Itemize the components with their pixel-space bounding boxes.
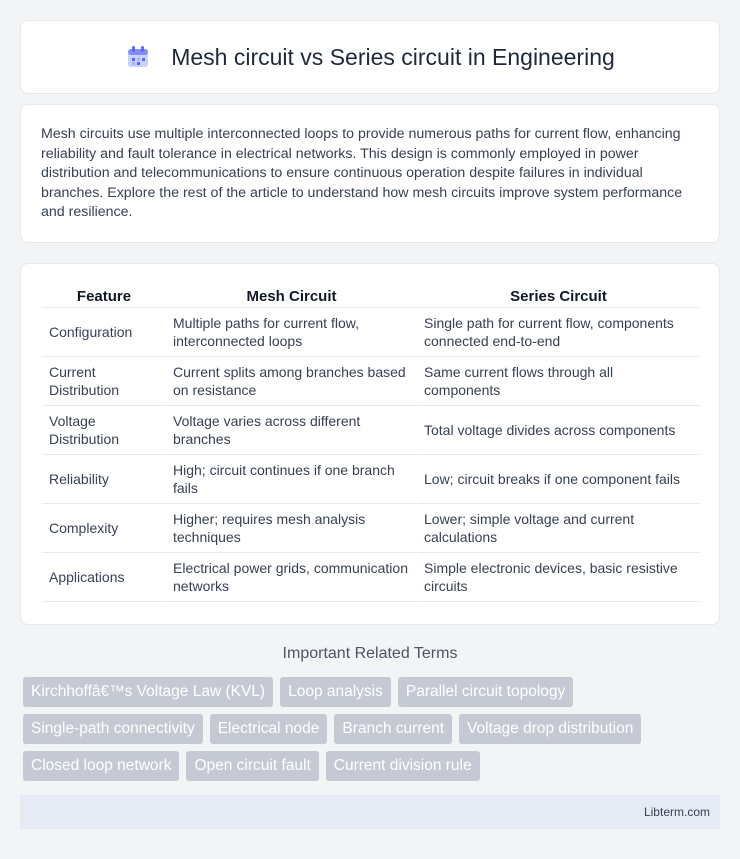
intro-card [20, 104, 720, 243]
tag-electrical-node[interactable]: Electrical node [210, 714, 328, 744]
mesh-cell: High; circuit continues if one branch fails [165, 455, 416, 504]
intro-text: Mesh circuits use multiple interconnected loops to provide numerous paths for current flow, enhancing reliability and fault tolerance in electrical networks. This design is commonly employed in power distribution and telecommunications to ensure continuous operation despite failures in individual branches. Explore the rest of the article to understand how mesh circuits improve system performance and resilience. [41, 126, 683, 221]
footer [20, 795, 720, 829]
tag-closed-loop-network[interactable]: Closed loop network [23, 751, 179, 781]
related-terms-tags [23, 677, 703, 788]
column-header-series: Series Circuit [416, 286, 699, 308]
series-cell: Total voltage divides across components [416, 406, 699, 455]
mesh-cell: Electrical power grids, communication networks [165, 553, 416, 602]
feature-cell: Applications [43, 553, 165, 602]
feature-cell: Configuration [43, 308, 165, 357]
tag-open-circuit-fault[interactable]: Open circuit fault [186, 751, 318, 781]
tag-row [23, 751, 703, 781]
series-cell: Lower; simple voltage and current calculations [416, 504, 699, 553]
footer-brand-link[interactable]: Libterm.com [643, 805, 710, 819]
mesh-cell: Current splits among branches based on resistance [165, 357, 416, 406]
tag-current-division-rule[interactable]: Current division rule [326, 751, 480, 781]
feature-cell: Reliability [43, 455, 165, 504]
feature-cell: Complexity [43, 504, 165, 553]
header-card [20, 20, 720, 94]
mesh-cell: Voltage varies across different branches [165, 406, 416, 455]
column-header-feature: Feature [43, 286, 165, 308]
feature-cell: Current Distribution [43, 357, 165, 406]
table-header-row [43, 286, 699, 308]
related-terms-title: Important Related Terms [282, 645, 458, 662]
mesh-cell: Multiple paths for current flow, interconnected loops [165, 308, 416, 357]
series-cell: Low; circuit breaks if one component fails [416, 455, 699, 504]
tag-loop-analysis[interactable]: Loop analysis [280, 677, 391, 707]
tag-kvl[interactable]: Kirchhoffâ€™s Voltage Law (KVL) [23, 677, 273, 707]
page-title: Mesh circuit vs Series circuit in Engineering [171, 43, 615, 70]
tag-branch-current[interactable]: Branch current [334, 714, 452, 744]
comparison-card [20, 263, 720, 625]
tag-parallel-circuit-topology[interactable]: Parallel circuit topology [398, 677, 573, 707]
tag-row [23, 677, 703, 707]
table-row [43, 357, 699, 406]
series-cell: Same current flows through all components [416, 357, 699, 406]
calendar-icon [125, 44, 151, 70]
table-row [43, 553, 699, 602]
tag-single-path-connectivity[interactable]: Single-path connectivity [23, 714, 203, 744]
mesh-cell: Higher; requires mesh analysis techniques [165, 504, 416, 553]
tag-row [23, 714, 703, 744]
table-row [43, 308, 699, 357]
column-header-mesh: Mesh Circuit [165, 286, 416, 308]
series-cell: Simple electronic devices, basic resistive circuits [416, 553, 699, 602]
comparison-table [43, 286, 699, 602]
table-row [43, 406, 699, 455]
feature-cell: Voltage Distribution [43, 406, 165, 455]
tag-voltage-drop-distribution[interactable]: Voltage drop distribution [459, 714, 641, 744]
table-row [43, 504, 699, 553]
table-row [43, 455, 699, 504]
series-cell: Single path for current flow, components connected end-to-end [416, 308, 699, 357]
